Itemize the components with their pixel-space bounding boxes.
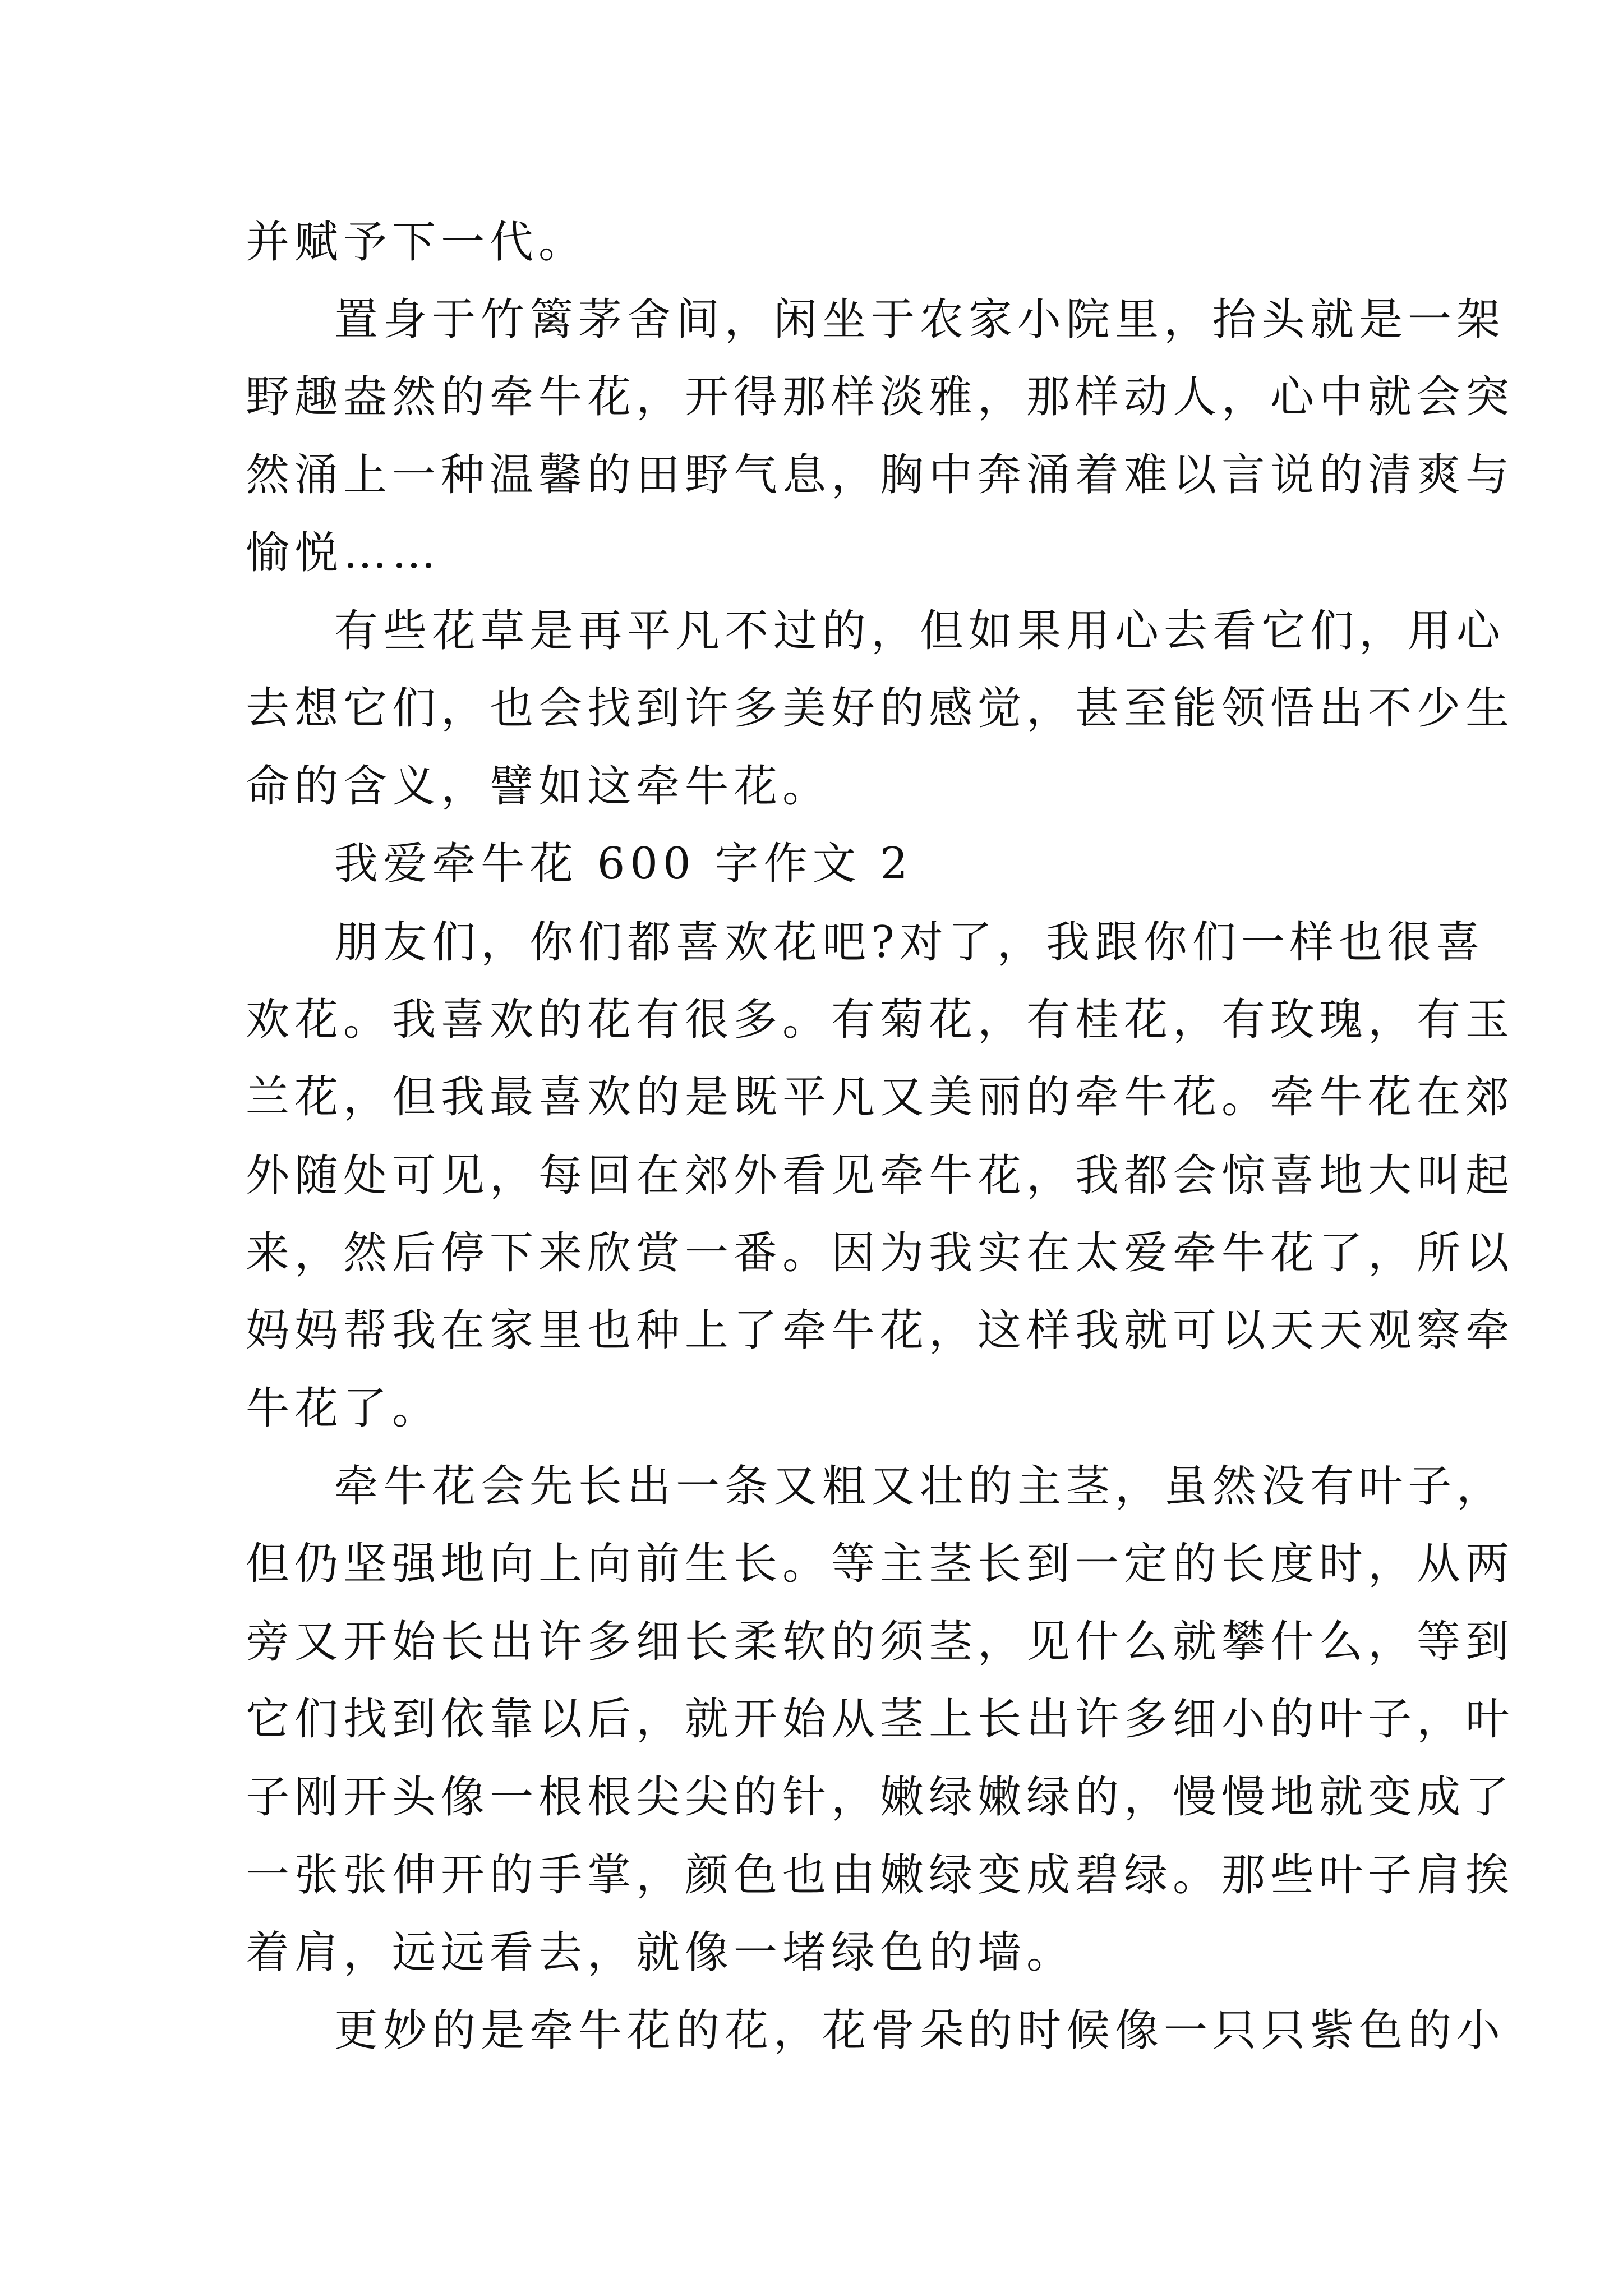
text-line: 然涌上一种温馨的田野气息，胸中奔涌着难以言说的清爽与 [246, 450, 1515, 500]
paragraph-first-line: 有些花草是再平凡不过的，但如果用心去看它们，用心 [334, 606, 1506, 656]
text-line: 着肩，远远看去，就像一堵绿色的墙。 [246, 1927, 1076, 1978]
text-line: 妈妈帮我在家里也种上了牵牛花，这样我就可以天天观察牵 [246, 1305, 1515, 1356]
text-line: 它们找到依靠以后，就开始从茎上长出许多细小的叶子，叶 [246, 1694, 1515, 1745]
text-line: 命的含义，譬如这牵牛花。 [246, 761, 832, 812]
text-line: 兰花，但我最喜欢的是既平凡又美丽的牵牛花。牵牛花在郊 [246, 1072, 1515, 1122]
text-line: 野趣盎然的牵牛花，开得那样淡雅，那样动人，心中就会突 [246, 372, 1515, 422]
text-line: 牛花了。 [246, 1383, 441, 1434]
paragraph-first-line: 更妙的是牵牛花的花，花骨朵的时候像一只只紫色的小 [334, 2005, 1506, 2056]
text-line: 外随处可见，每回在郊外看见牵牛花，我都会惊喜地大叫起 [246, 1151, 1515, 1201]
text-line: 去想它们，也会找到许多美好的感觉，甚至能领悟出不少生 [246, 683, 1515, 734]
text-line: 并赋予下一代。 [246, 217, 588, 268]
text-line: 但仍坚强地向上向前生长。等主茎长到一定的长度时，从两 [246, 1539, 1515, 1589]
paragraph-first-line: 置身于竹篱茅舍间，闲坐于农家小院里，抬头就是一架 [334, 295, 1506, 345]
text-line: 愉悦…… [246, 528, 441, 578]
section-heading: 我爱牵牛花 600 字作文 2 [334, 839, 913, 889]
text-line: 来，然后停下来欣赏一番。因为我实在太爱牵牛花了，所以 [246, 1228, 1515, 1278]
paragraph-first-line: 朋友们，你们都喜欢花吧?对了，我跟你们一样也很喜 [334, 917, 1485, 968]
text-line: 欢花。我喜欢的花有很多。有菊花，有桂花，有玫瑰，有玉 [246, 995, 1515, 1045]
text-line: 旁又开始长出许多细长柔软的须茎，见什么就攀什么，等到 [246, 1617, 1515, 1667]
paragraph-first-line: 牵牛花会先长出一条又粗又壮的主茎，虽然没有叶子， [334, 1461, 1506, 1512]
text-line: 子刚开头像一根根尖尖的针，嫩绿嫩绿的，慢慢地就变成了 [246, 1772, 1515, 1823]
text-line: 一张张伸开的手掌，颜色也由嫩绿变成碧绿。那些叶子肩挨 [246, 1850, 1515, 1901]
